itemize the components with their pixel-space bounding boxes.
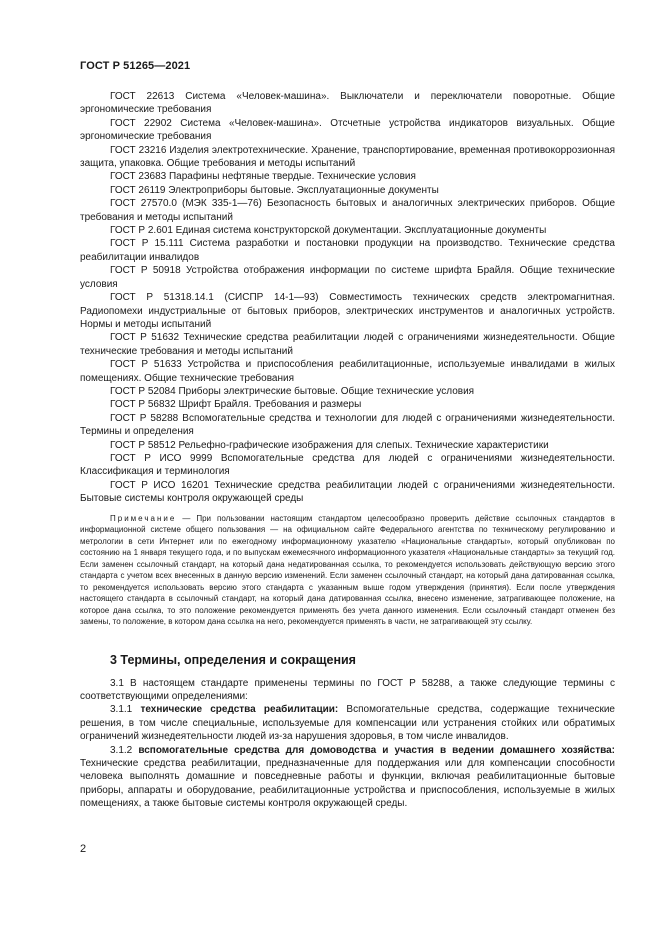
term-definition: Вспомогательные средства, содержащие технические решения, в том числе специальные, используемые для компенсации или устранения стойких или обратимых ограничений жизнедеятельности людей из-за нарушения здоровья, в том числе инвалидов. — [80, 704, 615, 743]
term-number: 3.1.1 — [110, 704, 141, 716]
term-name: вспомогательные средства для домоводства и участия в ведении домашнего хозяйства: — [138, 744, 615, 756]
document-header: ГОСТ Р 51265—2021 — [80, 60, 191, 72]
reference-item: ГОСТ 23216 Изделия электротехнические. Хранение, транспортирование, временная противокоррозионная защита, упаковка. Общие требования и методы испытаний — [80, 144, 615, 170]
term-3-1-2 — [80, 744, 615, 811]
note-text: — При пользовании настоящим стандартом целесообразно проверить действие ссылочных стандартов в информационной системе общего пользования — на официальном сайте Федерального агентства по техническому регулированию и метрологии в сети Интернет или по ежегодному информационному указателю «Национальные стандарты», который опубликован по состоянию на 1 января текущего года, и по выпускам ежемесячного информационного указателя «Национальные стандарты» за текущий год. Если заменен ссылочный стандарт, на который дана недатированная ссылка, то рекомендуется использовать действующую версию этого стандарта с учетом всех внесенных в данную версию изменений. Если заменен ссылочный стандарт, на который дана датированная ссылка, то рекомендуется использовать версию этого стандарта с указанным выше годом утверждения (принятия). Если после утверждения настоящего стандарта в ссылочный стандарт, на который дана датированная ссылка, внесено изменение, затрагивающее положение, на которое дана ссылка, то это положение рекомендуется применять без учета данного изменения. Если ссылочный стандарт отменен без замены, то положение, в котором дана ссылка на него, рекомендуется применять в части, не затрагивающей эту ссылку. — [80, 513, 615, 627]
term-definition: Технические средства реабилитации, предназначенные для поддержания или для компенсации способности человека выполнять домашние и повседневные работы и функции, включая реабилитационные бытовые приборы, аппараты и оборудование, реабилитационные устройства и приспособления, используемые в жилых помещениях, а также бытовые системы контроля окружающей среды. — [80, 758, 615, 810]
reference-item: ГОСТ 22613 Система «Человек-машина». Выключатели и переключатели поворотные. Общие эргономические требования — [80, 91, 615, 116]
reference-item: ГОСТ Р ИСО 16201 Технические средства реабилитации людей с ограничениями жизнедеятельности. Бытовые системы контроля окружающей среды — [80, 479, 615, 505]
term-number: 3.1.2 — [110, 744, 139, 756]
reference-item: ГОСТ 26119 Электроприборы бытовые. Эксплуатационные документы — [110, 184, 439, 196]
paragraph-3-1: 3.1 В настоящем стандарте применены термины по ГОСТ Р 58288, а также следующие термины с соответствующими определениями: — [80, 677, 615, 702]
term-name: технические средства реабилитации: — [140, 704, 339, 716]
reference-item: ГОСТ Р 52084 Приборы электрические бытовые. Общие технические условия — [110, 385, 475, 397]
page-content — [80, 90, 615, 811]
reference-item: ГОСТ Р 56832 Шрифт Брайля. Требования и размеры — [110, 399, 362, 411]
term-3-1-1 — [80, 703, 615, 743]
note-label: Примечание — [110, 513, 177, 523]
reference-item: ГОСТ 27570.0 (МЭК 335-1—76) Безопасность бытовых и аналогичных электрических приборов. Общие требования и методы испытаний — [80, 198, 615, 223]
reference-item: ГОСТ Р 58512 Рельефно-графические изображения для слепых. Технические характеристики — [110, 439, 549, 451]
reference-item: ГОСТ Р 58288 Вспомогательные средства и технологии для людей с ограничениями жизнедеятельности. Термины и определения — [80, 412, 615, 438]
reference-item: ГОСТ 22902 Система «Человек-машина». Отсчетные устройства индикаторов визуальных. Общие эргономические требования — [80, 117, 615, 143]
note-paragraph — [80, 513, 615, 628]
reference-item: ГОСТ 23683 Парафины нефтяные твердые. Технические условия — [110, 171, 416, 183]
reference-item: ГОСТ Р 2.601 Единая система конструкторской документации. Эксплуатационные документы — [110, 225, 547, 237]
reference-item: ГОСТ Р 15.111 Система разработки и постановки продукции на производство. Технические средства реабилитации инвалидов — [80, 238, 615, 263]
reference-item: ГОСТ Р 51632 Технические средства реабилитации людей с ограничениями жизнедеятельности. Общие технические требования и методы испытаний — [80, 332, 615, 357]
reference-item: ГОСТ Р 51633 Устройства и приспособления реабилитационные, используемые инвалидами в жилых помещениях. Общие технические требования — [80, 359, 615, 384]
reference-item: ГОСТ Р 51318.14.1 (СИСПР 14-1—93) Совместимость технических средств электромагнитная. Радиопомехи индустриальные от бытовых приборов, электрических инструментов и аналогичных устройств. Нормы и методы испытаний — [80, 292, 615, 330]
section-heading: 3 Термины, определения и сокращения — [110, 652, 356, 667]
reference-item: ГОСТ Р ИСО 9999 Вспомогательные средства для людей с ограничениями жизнедеятельности. Классификация и терминология — [80, 452, 615, 478]
reference-item: ГОСТ Р 50918 Устройства отображения информации по системе шрифта Брайля. Общие технические условия — [80, 265, 615, 290]
page-number: 2 — [80, 843, 87, 855]
